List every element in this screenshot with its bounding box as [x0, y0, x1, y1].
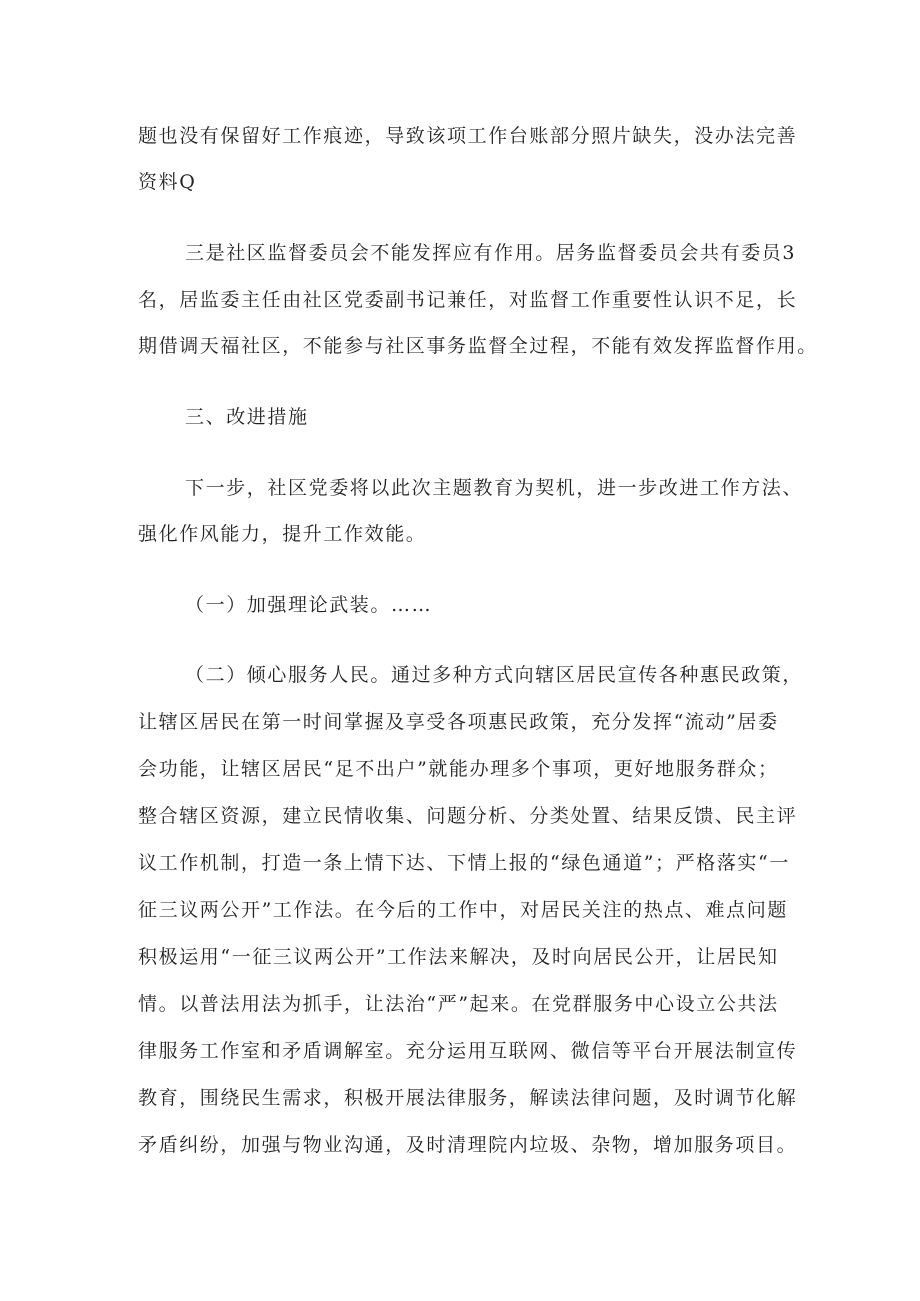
text-line: 强化作风能力，提升工作效能。 — [138, 523, 427, 545]
text-line: 积极运用“一征三议两公开”工作法来解决，及时向居民公开，让居民知 — [138, 946, 779, 968]
text-line: 矛盾纠纷，加强与物业沟通，及时清理院内垃圾、杂物，增加服务项目。 — [138, 1134, 798, 1156]
text-line: 下一步，社区党委将以此次主题教育为契机，进一步改进工作方法、 — [185, 477, 804, 499]
text-line: （二）倾心服务人民。通过多种方式向辖区居民宣传各种惠民政策， — [185, 664, 804, 686]
text-line: 资料Q — [138, 171, 197, 193]
text-line: 让辖区居民在第一时间掌握及享受各项惠民政策，充分发挥“流动”居委 — [138, 711, 779, 733]
text-line: 教育，围绕民生需求，积极开展法律服务，解读法律问题，及时调节化解 — [138, 1087, 798, 1109]
text-line: 会功能，让辖区居民“足不出户”就能办理多个事项，更好地服务群众； — [138, 758, 779, 780]
text-line: 征三议两公开”工作法。在今后的工作中，对居民关注的热点、难点问题 — [138, 899, 788, 921]
text-line: 议工作机制，打造一条上情下达、下情上报的“绿色通道”；严格落实“一 — [138, 852, 790, 874]
section-heading: 三、改进措施 — [185, 406, 309, 428]
text-line: 情。以普法用法为抓手，让法治“严”起来。在党群服务中心设立公共法 — [138, 993, 779, 1015]
text-line: 整合辖区资源，建立民情收集、问题分析、分类处置、结果反馈、民主评 — [138, 805, 798, 827]
text-line: 名，居监委主任由社区党委副书记兼任，对监督工作重要性认识不足，长 — [138, 289, 798, 311]
text-line: 三是社区监督委员会不能发挥应有作用。居务监督委员会共有委员3 — [185, 242, 797, 264]
text-line: 题也没有保留好工作痕迹，导致该项工作台账部分照片缺失，没办法完善 — [138, 125, 798, 147]
text-line: 期借调天福社区，不能参与社区事务监督全过程，不能有效发挥监督作用。 — [138, 335, 818, 357]
text-line: 律服务工作室和矛盾调解室。充分运用互联网、微信等平台开展法制宣传 — [138, 1040, 798, 1062]
subsection-heading: （一）加强理论武装。…… — [185, 594, 433, 616]
